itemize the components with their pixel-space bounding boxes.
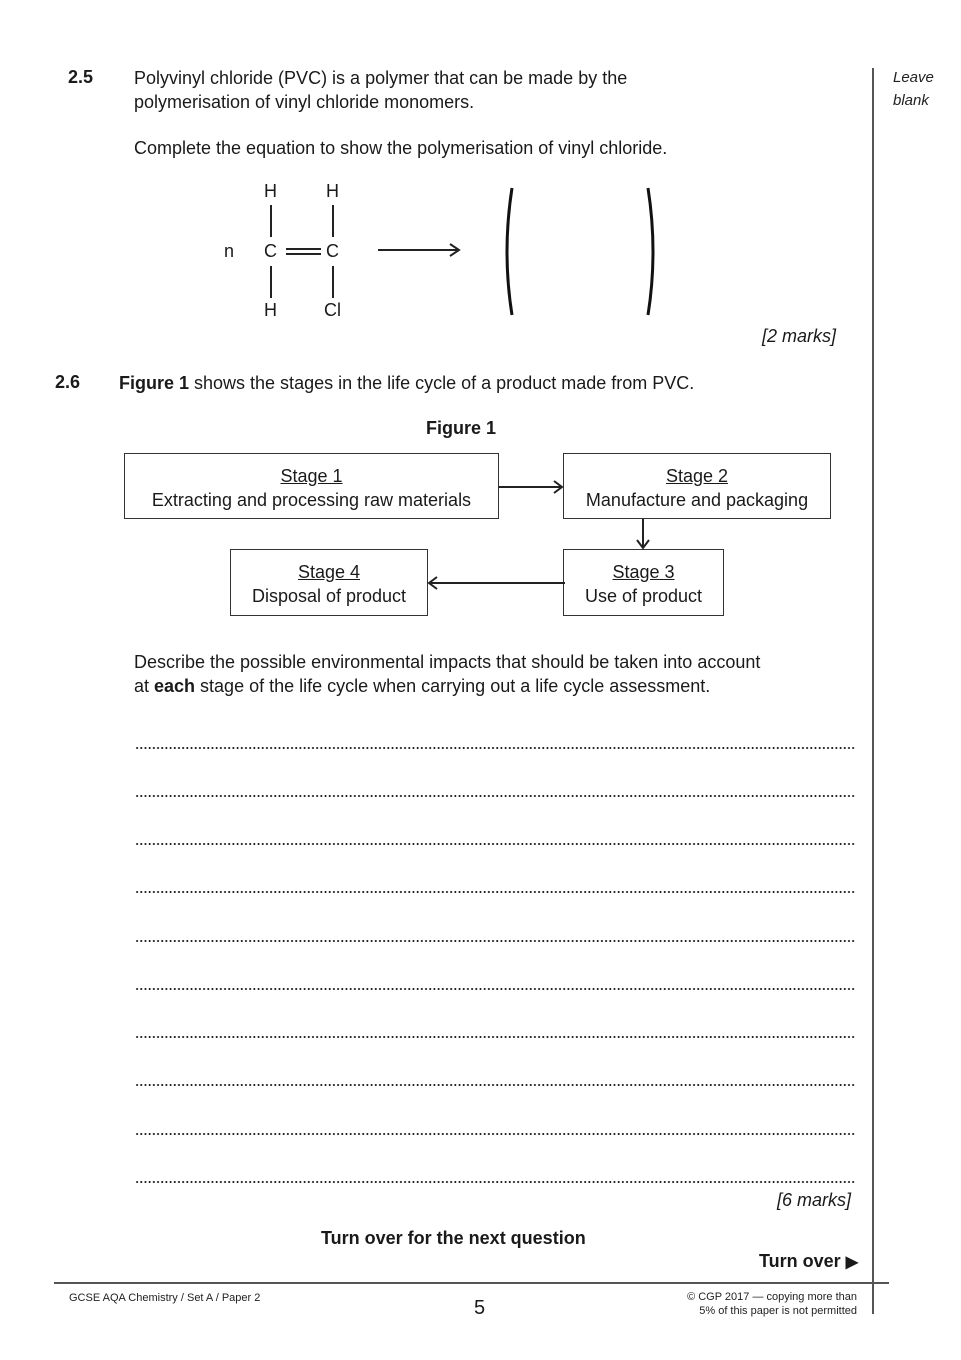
q25-intro-line2: polymerisation of vinyl chloride monomers. <box>134 92 475 112</box>
arrow-stage3-to-stage4-icon <box>426 574 565 592</box>
atom-h-top-right: H <box>326 181 339 201</box>
turn-over-label <box>759 1249 858 1275</box>
reaction-arrow-icon <box>370 238 465 262</box>
answer-line[interactable] <box>135 940 856 942</box>
answer-line[interactable] <box>135 1133 856 1135</box>
q26-question <box>134 650 760 698</box>
q25-marks: [2 marks] <box>762 326 837 346</box>
double-bond-lower <box>286 253 321 255</box>
stage-4-title: Stage 4 <box>297 562 361 582</box>
q25-instruction: Complete the equation to show the polymerisation of vinyl chloride. <box>134 138 668 158</box>
emphasis-each: each <box>154 676 196 696</box>
q25-intro <box>134 66 627 114</box>
figure-title: Figure 1 <box>426 418 497 438</box>
blank-word: blank <box>893 92 929 109</box>
margin-divider <box>872 68 874 1314</box>
stage-1-description: Extracting and processing raw materials <box>151 490 472 510</box>
answer-line[interactable] <box>135 1084 856 1086</box>
stage-2-box <box>563 453 831 519</box>
stage-1-box <box>124 453 499 519</box>
figure-reference: Figure 1 <box>119 373 190 393</box>
q26-marks: [6 marks] <box>777 1190 852 1210</box>
turn-over-next-question: Turn over for the next question <box>321 1228 586 1248</box>
leave-word: Leave <box>893 69 934 86</box>
question-number-2-6: 2.6 <box>55 372 81 392</box>
answer-line[interactable] <box>135 747 856 749</box>
q26-intro <box>119 371 694 395</box>
stage-2-description: Manufacture and packaging <box>585 490 809 510</box>
double-bond-upper <box>286 248 321 250</box>
page-number: 5 <box>474 1297 486 1319</box>
answer-line[interactable] <box>135 988 856 990</box>
bond-c-h-top-left <box>270 205 272 237</box>
stage-4-box <box>230 549 428 616</box>
stage-1-title: Stage 1 <box>280 466 343 486</box>
stage-3-title: Stage 3 <box>612 562 675 582</box>
right-bracket-icon <box>640 185 670 320</box>
stage-3-description: Use of product <box>584 586 703 606</box>
q26-line2-start: at <box>134 676 155 696</box>
answer-line[interactable] <box>135 891 856 893</box>
leave-blank-label <box>893 66 934 112</box>
answer-line[interactable] <box>135 843 856 845</box>
coefficient-n: n <box>224 241 235 261</box>
q26-line2-end: stage of the life cycle when carrying out a life cycle assessment. <box>195 676 711 696</box>
stage-4-description: Disposal of product <box>251 586 407 606</box>
bond-c-cl-bottom-right <box>332 266 334 298</box>
stage-3-box <box>563 549 724 616</box>
footer-copyright <box>640 1290 857 1318</box>
atom-cl-bottom-right: Cl <box>324 300 341 320</box>
atom-h-bottom-left: H <box>264 300 277 320</box>
q26-question-line1: Describe the possible environmental impacts that should be taken into account <box>134 652 761 672</box>
answer-line[interactable] <box>135 1036 856 1038</box>
stage-2-title: Stage 2 <box>665 466 729 486</box>
copyright-line2: 5% of this paper is not permitted <box>699 1305 857 1317</box>
atom-c-left: C <box>264 241 277 261</box>
footer-divider <box>54 1282 889 1284</box>
footer-paper-title: GCSE AQA Chemistry / Set A / Paper 2 <box>69 1292 261 1304</box>
polymer-answer-area[interactable] <box>530 190 640 310</box>
answer-line[interactable] <box>135 795 856 797</box>
q25-intro-line1: Polyvinyl chloride (PVC) is a polymer that can be made by the <box>134 68 628 88</box>
q26-intro-text: shows the stages in the life cycle of a product made from PVC. <box>189 373 695 393</box>
copyright-line1: © CGP 2017 — copying more than <box>687 1291 857 1303</box>
question-number-2-5: 2.5 <box>68 67 94 87</box>
left-bracket-icon <box>500 185 530 320</box>
atom-h-top-left: H <box>264 181 277 201</box>
arrow-stage1-to-stage2-icon <box>499 478 565 496</box>
answer-line[interactable] <box>135 1181 856 1183</box>
turn-over-text: Turn over <box>759 1251 841 1271</box>
bond-c-h-bottom-left <box>270 266 272 298</box>
q26-question-line2 <box>134 674 760 698</box>
atom-c-right: C <box>326 241 339 261</box>
arrow-stage2-to-stage3-icon <box>634 519 652 551</box>
play-triangle-icon: ▶ <box>845 1254 859 1271</box>
bond-c-h-top-right <box>332 205 334 237</box>
